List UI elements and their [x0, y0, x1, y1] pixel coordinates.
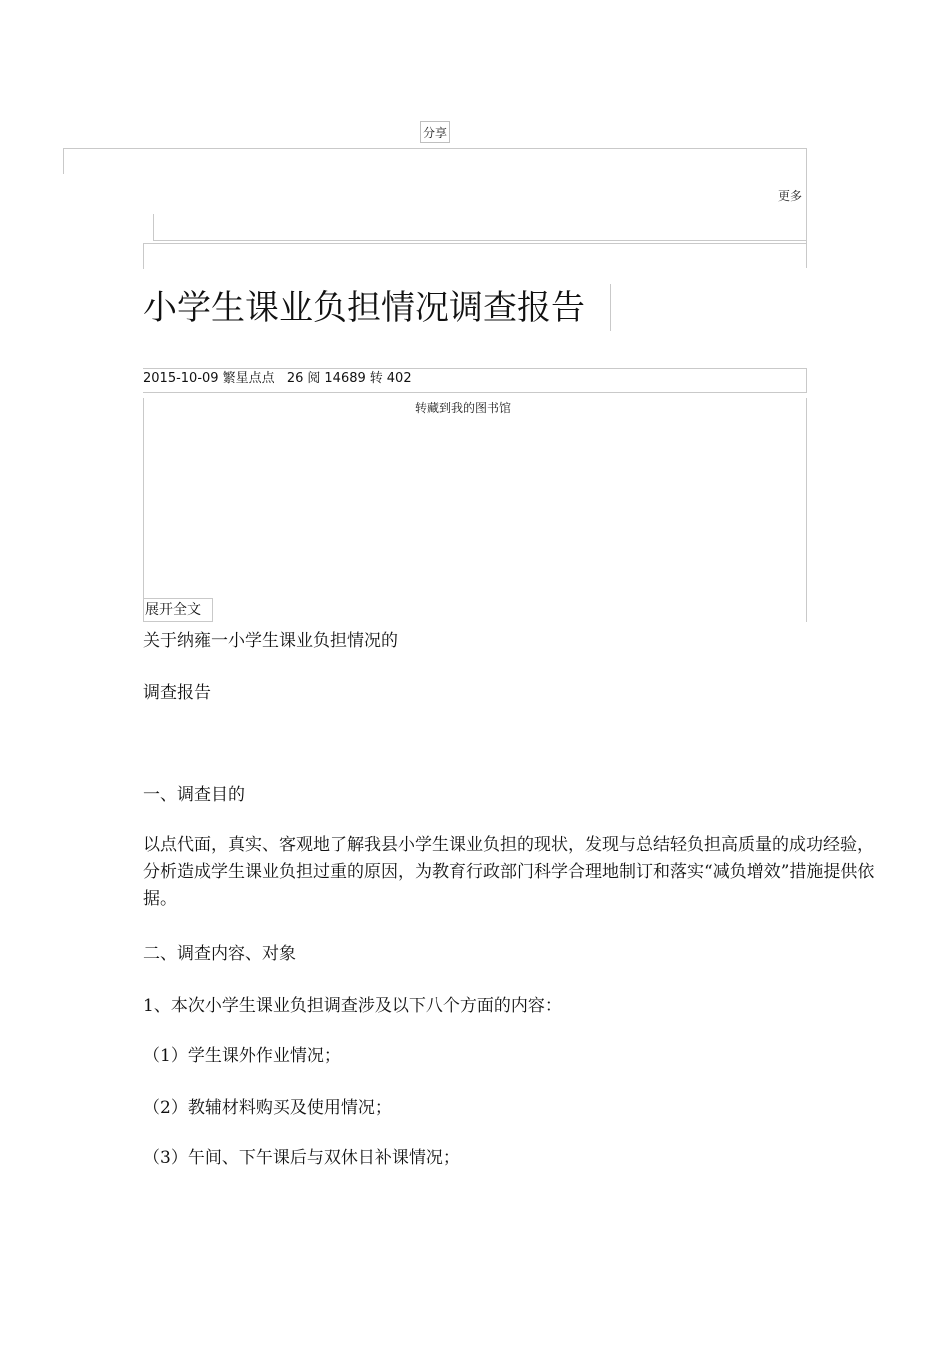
content-frame-left [143, 398, 144, 622]
list-item: （3）午间、下午课后与双休日补课情况； [143, 1148, 460, 1168]
header-frame-right [806, 148, 807, 268]
forwards-label: 转 [369, 371, 383, 386]
content-frame-right [806, 398, 807, 622]
publish-date: 2015-10-09 [143, 371, 219, 386]
header-frame-left [63, 148, 64, 174]
save-to-library-link[interactable]: 转藏到我的图书馆 [415, 401, 512, 415]
expand-full-text-button[interactable]: 展开全文 [143, 598, 213, 622]
section-heading: 一、调查目的 [143, 785, 245, 805]
meta-frame-right [806, 368, 807, 392]
nav-frame-left-2 [143, 243, 144, 269]
paragraph: 以点代面，真实、客观地了解我县小学生课业负担的现状，发现与总结轻负担高质量的成功经验，分析造成学生课业负担过重的原因，为教育行政部门科学合理地制订和落实“减负增效”措施提供依据。 [143, 835, 875, 909]
title-divider [610, 284, 611, 331]
paragraph: 调查报告 [143, 683, 211, 703]
paragraph: 关于纳雍一小学生课业负担情况的 [143, 631, 398, 651]
list-item: （2）教辅材料购买及使用情况； [143, 1098, 392, 1118]
paragraph: 1、本次小学生课业负担调查涉及以下八个方面的内容： [143, 996, 562, 1016]
section-heading: 二、调查内容、对象 [143, 944, 296, 964]
nav-frame-bottom [153, 240, 807, 241]
nav-frame-left [153, 214, 154, 240]
reads-count: 26 [286, 371, 304, 386]
share-button[interactable]: 分享 [420, 121, 450, 143]
more-link[interactable]: 更多 [778, 189, 803, 203]
header-frame-top [63, 148, 807, 149]
author-link[interactable]: 繁星点点 [222, 371, 275, 386]
meta-frame-bottom [143, 392, 807, 393]
page-title: 小学生课业负担情况调查报告 [143, 288, 585, 328]
list-item: （1）学生课外作业情况； [143, 1046, 341, 1066]
views-count: 14689 [324, 371, 366, 386]
nav-frame-bottom-2 [143, 243, 807, 244]
forwards-count: 402 [386, 371, 412, 386]
article-meta [143, 369, 416, 389]
reads-label: 阅 [307, 371, 321, 386]
